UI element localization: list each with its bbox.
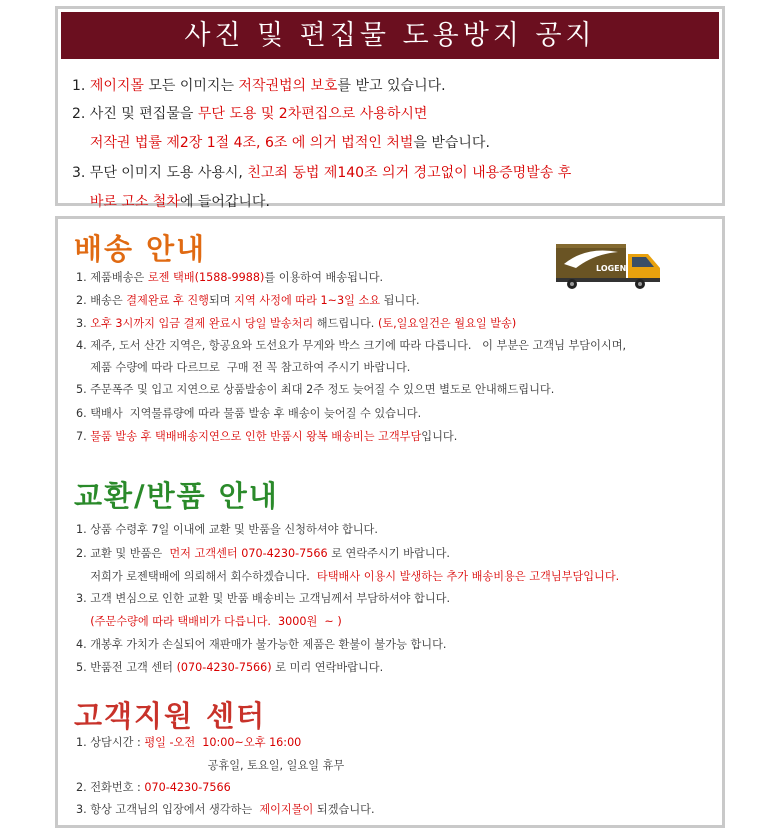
body-text: 됩니다. — [380, 294, 420, 307]
text-line — [76, 659, 383, 675]
text-line — [76, 590, 450, 606]
highlight-text: 제이지몰이 — [259, 803, 314, 816]
body-text: 되며 — [208, 294, 235, 307]
body-text — [72, 135, 90, 151]
text-line — [72, 75, 446, 95]
body-text: 로 미리 연락바랍니다. — [271, 661, 384, 674]
highlight-text: 저작권 법률 제2장 1절 4조, 6조 에 의거 법적인 처벌 — [89, 135, 414, 151]
support-heading: 고객지원 센터 — [74, 699, 267, 733]
body-text: 7. — [76, 430, 91, 443]
text-line — [76, 757, 344, 773]
body-text: 저희가 로젠택배에 의뢰해서 회수하겠습니다. — [76, 570, 317, 583]
body-text: 2. 사진 및 편집물을 — [72, 106, 198, 122]
body-text: 모든 이미지는 — [143, 78, 239, 94]
body-text — [76, 615, 90, 628]
body-text: 2. 배송은 — [76, 294, 127, 307]
text-line — [72, 132, 490, 152]
text-line — [76, 269, 383, 285]
body-text: 1. 제품배송은 — [76, 271, 148, 284]
text-line — [76, 337, 626, 353]
highlight-text: (토,일요일건은 월요일 발송) — [377, 317, 517, 330]
text-line — [76, 405, 421, 421]
body-text: 4. 제주, 도서 산간 지역은, 항공요와 도선요가 무게와 박스 크기에 따라 다릅니다. 이 부분은 고객님 부담이시며, — [76, 339, 627, 352]
highlight-text: 친고죄 동법 제140조 의거 경고없이 내용증명발송 후 — [247, 165, 572, 181]
body-text: 2. 교환 및 반품은 — [76, 547, 170, 560]
highlight-text: 지역 사정에 따라 1~3일 소요 — [234, 294, 381, 307]
body-text: 1. 상담시간 : — [76, 736, 145, 749]
text-line — [76, 315, 516, 331]
highlight-text: (070-4230-7566) — [176, 661, 272, 674]
highlight-text: 타택배사 이용시 발생하는 추가 배송비용은 고객님부담입니다. — [316, 570, 620, 583]
highlight-text: 로젠 택배(1588-9988) — [147, 271, 265, 284]
text-line — [76, 568, 619, 584]
text-line — [76, 381, 554, 397]
body-text: 로 연락주시기 바랍니다. — [327, 547, 450, 560]
body-text: 을 받습니다. — [413, 135, 490, 151]
body-text: 공휴일, 토요일, 일요일 휴무 — [76, 759, 345, 772]
info-box — [55, 216, 725, 828]
text-line — [76, 521, 378, 537]
text-line — [76, 734, 301, 750]
body-text: 3. 무단 이미지 도용 사용시, — [72, 165, 248, 181]
text-line — [72, 103, 427, 123]
highlight-text: 평일 -오전 10:00~오후 16:00 — [144, 736, 302, 749]
truck-logo-text: LOGEN — [596, 264, 627, 273]
highlight-text: 무단 도용 및 2차편집으로 사용하시면 — [197, 106, 428, 122]
highlight-text: 물품 발송 후 택배배송지연으로 인한 반품시 왕복 배송비는 고객부담 — [90, 430, 422, 443]
body-text: 3. 고객 변심으로 인한 교환 및 반품 배송비는 고객님께서 부담하셔야 합니다. — [76, 592, 451, 605]
body-text: 에 들어갑니다. — [179, 194, 270, 210]
body-text: 해드립니다. — [313, 317, 378, 330]
shipping-heading: 배송 안내 — [74, 232, 207, 266]
text-line — [76, 801, 375, 817]
body-text: 3. 항상 고객님의 입장에서 생각하는 — [76, 803, 260, 816]
highlight-text: 저작권법의 보호 — [238, 78, 338, 94]
body-text: 6. 택배사 지역물류량에 따라 물품 발송 후 배송이 늦어질 수 있습니다. — [76, 407, 422, 420]
body-text: 3. — [76, 317, 91, 330]
highlight-text: 결제완료 후 진행 — [126, 294, 209, 307]
body-text: 1. 상품 수령후 7일 이내에 교환 및 반품을 신청하셔야 합니다. — [76, 523, 378, 536]
body-text: 를 받고 있습니다. — [337, 78, 446, 94]
highlight-text: 070-4230-7566 — [144, 781, 231, 794]
body-text: 5. 주문폭주 및 입고 지연으로 상품발송이 최대 2주 정도 늦어질 수 있으면 별도로 안내해드립니다. — [76, 383, 555, 396]
body-text: 입니다. — [421, 430, 458, 443]
text-line — [76, 779, 231, 795]
text-line — [76, 359, 410, 375]
highlight-text: 먼저 고객센터 070-4230-7566 — [169, 547, 328, 560]
highlight-text: 제이지몰 — [89, 78, 144, 94]
body-text: 1. — [72, 78, 90, 94]
body-text: 5. 반품전 고객 센터 — [76, 661, 177, 674]
body-text: 를 이용하여 배송됩니다. — [264, 271, 384, 284]
highlight-text: (주문수량에 따라 택배비가 다릅니다. 3000원 ~ ) — [90, 615, 342, 628]
text-line — [76, 292, 420, 308]
delivery-truck-icon — [556, 238, 662, 290]
notice-box — [55, 6, 725, 210]
highlight-text: 바로 고소 철차 — [89, 194, 180, 210]
body-text: 2. 전화번호 : — [76, 781, 145, 794]
text-line — [72, 162, 571, 182]
body-text: 제품 수량에 따라 다르므로 구매 전 꼭 참고하여 주시기 바랍니다. — [76, 361, 411, 374]
highlight-text: 오후 3시까지 입금 결제 완료시 당일 발송처리 — [90, 317, 314, 330]
text-line — [76, 545, 450, 561]
notice-banner-title: 사진 및 편집물 도용방지 공지 — [61, 12, 719, 59]
text-line — [76, 613, 342, 629]
text-line — [76, 636, 446, 652]
body-text — [72, 194, 90, 210]
body-text: 4. 개봉후 가치가 손실되어 재판매가 불가능한 제품은 환불이 불가능 합니다. — [76, 638, 447, 651]
body-text: 되겠습니다. — [313, 803, 375, 816]
text-line — [76, 428, 457, 444]
exchange-heading: 교환/반품 안내 — [74, 479, 279, 513]
text-line — [72, 191, 270, 211]
